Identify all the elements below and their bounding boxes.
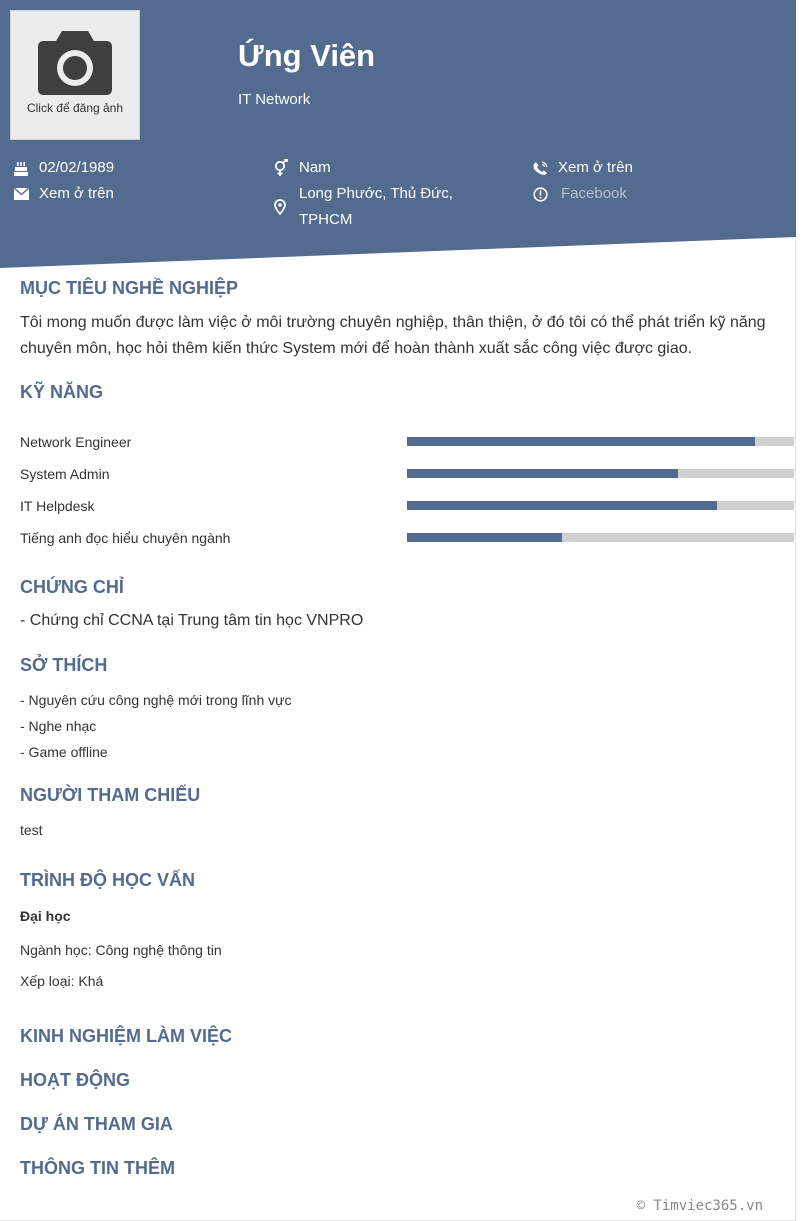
skill-bar[interactable] (407, 469, 794, 478)
more-info-title: THÔNG TIN THÊM (20, 1158, 175, 1178)
skill-bar-fill (407, 469, 678, 478)
hobby-item[interactable]: - Nguyên cứu công nghệ mới trong lĩnh vực (20, 692, 292, 708)
camera-icon (36, 29, 114, 97)
skill-bar[interactable] (407, 437, 794, 446)
education-level[interactable]: Đại học (20, 908, 71, 924)
address-row (274, 181, 474, 233)
phone-row (533, 155, 633, 181)
skill-bar[interactable] (407, 501, 794, 510)
facebook-row (533, 181, 627, 207)
skill-name[interactable]: Tiếng anh đọc hiểu chuyên ngành (20, 530, 231, 546)
candidate-name[interactable]: Ứng Viên (238, 38, 376, 73)
gender-row (274, 155, 331, 181)
phone-value[interactable]: Xem ở trên (558, 159, 633, 176)
certificates-title: CHỨNG CHỈ (20, 577, 124, 597)
skill-name[interactable]: System Admin (20, 466, 110, 482)
skill-bar-fill (407, 437, 755, 446)
hobby-item[interactable]: - Nghe nhạc (20, 718, 97, 734)
gender-icon (274, 159, 288, 177)
facebook-value[interactable]: Facebook (561, 185, 627, 202)
education-title: TRÌNH ĐỘ HỌC VẤN (20, 870, 195, 890)
objective-text[interactable]: Tôi mong muốn được làm việc ở môi trường chuyên nghiệp, thân thiện, ở đó tôi có thể phát triển kỹ năng chuyên môn, học hỏi thêm kiến thức System mới để hoàn thành xuất sắc công việc được giao. (20, 314, 766, 357)
experience-title: KINH NGHIỆM LÀM VIỆC (20, 1026, 233, 1046)
email-value[interactable]: Xem ở trên (39, 185, 114, 202)
cake-icon (14, 161, 28, 176)
birthday-row (14, 155, 114, 181)
skill-bar-fill (407, 501, 717, 510)
location-pin-icon (274, 199, 286, 215)
alert-circle-icon (533, 187, 548, 202)
footer-watermark: © Timviec365.vn (636, 1198, 763, 1214)
skills-title: KỸ NĂNG (20, 382, 104, 402)
references-title: NGƯỜI THAM CHIẾU (20, 785, 201, 805)
objective-title: MỤC TIÊU NGHỀ NGHIỆP (20, 278, 239, 298)
avatar-upload[interactable] (10, 10, 140, 140)
gender-value[interactable]: Nam (299, 159, 331, 176)
skill-name[interactable]: IT Helpdesk (20, 498, 95, 514)
email-row (14, 181, 114, 207)
candidate-position[interactable]: IT Network (238, 91, 311, 108)
certificate-text[interactable]: - Chứng chỉ CCNA tại Trung tâm tin học VNPRO (20, 612, 364, 629)
envelope-icon (14, 188, 29, 200)
education-grade[interactable]: Xếp loại: Khá (20, 973, 104, 989)
phone-icon (533, 161, 548, 176)
skill-bar-fill (407, 533, 562, 542)
education-major[interactable]: Ngành học: Công nghệ thông tin (20, 942, 222, 958)
hobbies-title: SỞ THÍCH (20, 655, 108, 675)
skill-name[interactable]: Network Engineer (20, 434, 132, 450)
projects-title: DỰ ÁN THAM GIA (20, 1114, 173, 1134)
avatar-caption: Click để đăng ảnh (26, 101, 124, 115)
activities-title: HOẠT ĐỘNG (20, 1070, 130, 1090)
skill-bar[interactable] (407, 533, 794, 542)
references-text[interactable]: test (20, 822, 43, 838)
address-value[interactable]: Long Phước, Thủ Đức, TPHCM (299, 185, 453, 228)
birthday-value[interactable]: 02/02/1989 (39, 159, 115, 176)
hobby-item[interactable]: - Game offline (20, 744, 108, 760)
